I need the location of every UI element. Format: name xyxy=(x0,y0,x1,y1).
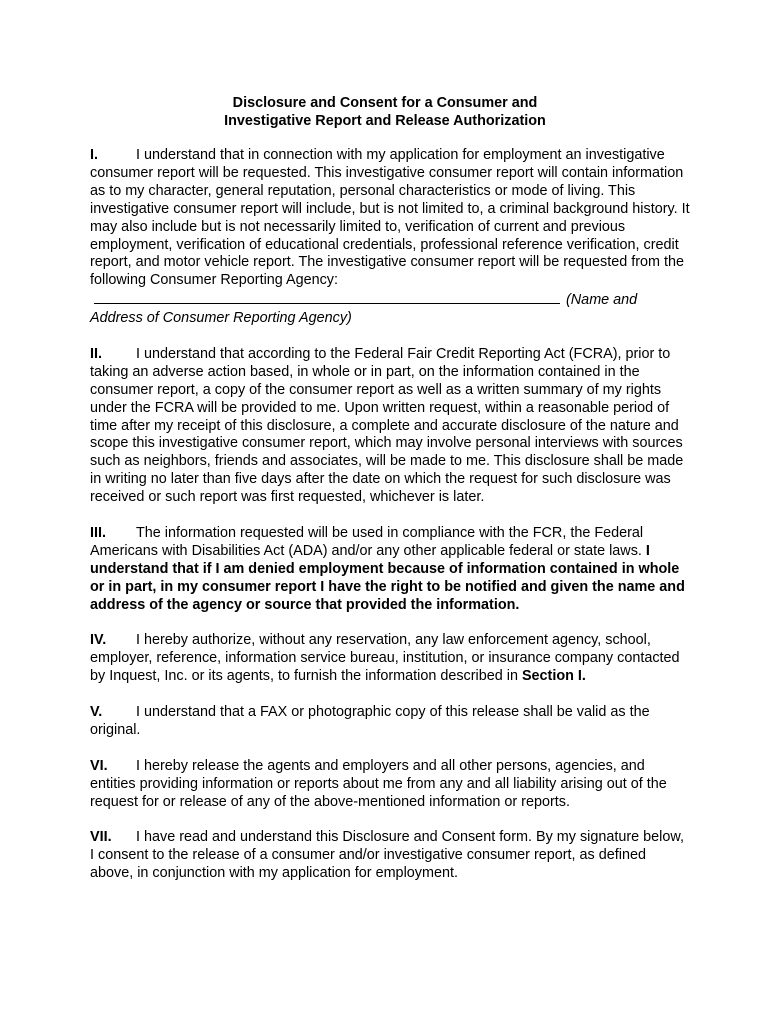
section-text: I hereby authorize, without any reservation, any law enforcement agency, school, employer, reference, information service bureau, institution, or insurance company contacted by Inquest, Inc. or its agents, to furnish the information described in xyxy=(90,632,680,685)
section-5 xyxy=(90,704,690,740)
section-number: I. xyxy=(90,147,98,163)
section-text: I have read and understand this Disclosure and Consent form. By my signature below, I consent to the release of a consumer and/or investigative consumer report, as defined above, in conjunction with my application for employment. xyxy=(90,829,684,882)
section-1 xyxy=(90,147,690,328)
section-text: I understand that according to the Federal Fair Credit Reporting Act (FCRA), prior to taking an adverse action based, in whole or in part, on the information contained in the consumer report, a copy of the consumer report as well as a written summary of my rights under the FCRA will be provided to me. Upon written request, within a reasonable period of time after my receipt of this disclosure, a complete and accurate disclosure of the nature and scope this investigative consumer report, which may involve personal interviews with sources such as neighbors, friends and associates, will be made to me. This disclosure shall be made in writing no later than five days after the date on which the request for such disclosure was received or such report was first requested, whichever is later. xyxy=(90,345,684,506)
section-number: VII. xyxy=(90,829,112,846)
document-title xyxy=(0,94,770,130)
field-caption: (Name and Address of Consumer Reporting Agency) xyxy=(90,292,638,327)
section-7 xyxy=(90,829,690,883)
section-text: I understand that in connection with my application for employment an investigative consumer report will be requested. This investigative consumer report will contain information as to my character, general reputation, personal characteristics or mode of living. This investigative consumer report will include, but is not limited to, a criminal background history. It may also include but is not necessarily limited to, verification of current and previous employment, verification of educational credentials, professional reference verification, credit report, and motor vehicle report. The investigative consumer report will be requested from the following Consumer Reporting Agency: xyxy=(90,147,690,289)
section-number: VI. xyxy=(90,757,108,774)
section-6 xyxy=(90,758,690,812)
section-number: III. xyxy=(90,525,106,541)
section-2 xyxy=(90,346,690,507)
title-line-1: Disclosure and Consent for a Consumer and xyxy=(232,95,538,111)
section-4 xyxy=(90,632,690,686)
section-text: I hereby release the agents and employers and all other persons, agencies, and entities providing information or reports about me from any and all liability arising out of the request for or release of any of the above-mentioned information or reports. xyxy=(90,757,667,810)
section-bold-text: I understand that if I am denied employment because of information contained in whole or in part, in my consumer report I have the right to be notified and given the name and address of the agency or source that provided the information. xyxy=(90,542,685,613)
section-number: IV. xyxy=(90,632,107,649)
agency-name-field[interactable] xyxy=(94,290,560,304)
section-bold-text: Section I. xyxy=(521,668,586,685)
section-number: II. xyxy=(90,345,102,362)
section-3 xyxy=(90,525,690,615)
section-text: The information requested will be used in compliance with the FCR, the Federal Americans with Disabilities Act (ADA) and/or any other applicable federal or state laws. xyxy=(90,525,644,559)
section-number: V. xyxy=(90,704,103,721)
document-body xyxy=(90,147,690,901)
title-line-2: Investigative Report and Release Authorization xyxy=(224,113,546,129)
section-text: I understand that a FAX or photographic copy of this release shall be valid as the original. xyxy=(90,704,650,738)
